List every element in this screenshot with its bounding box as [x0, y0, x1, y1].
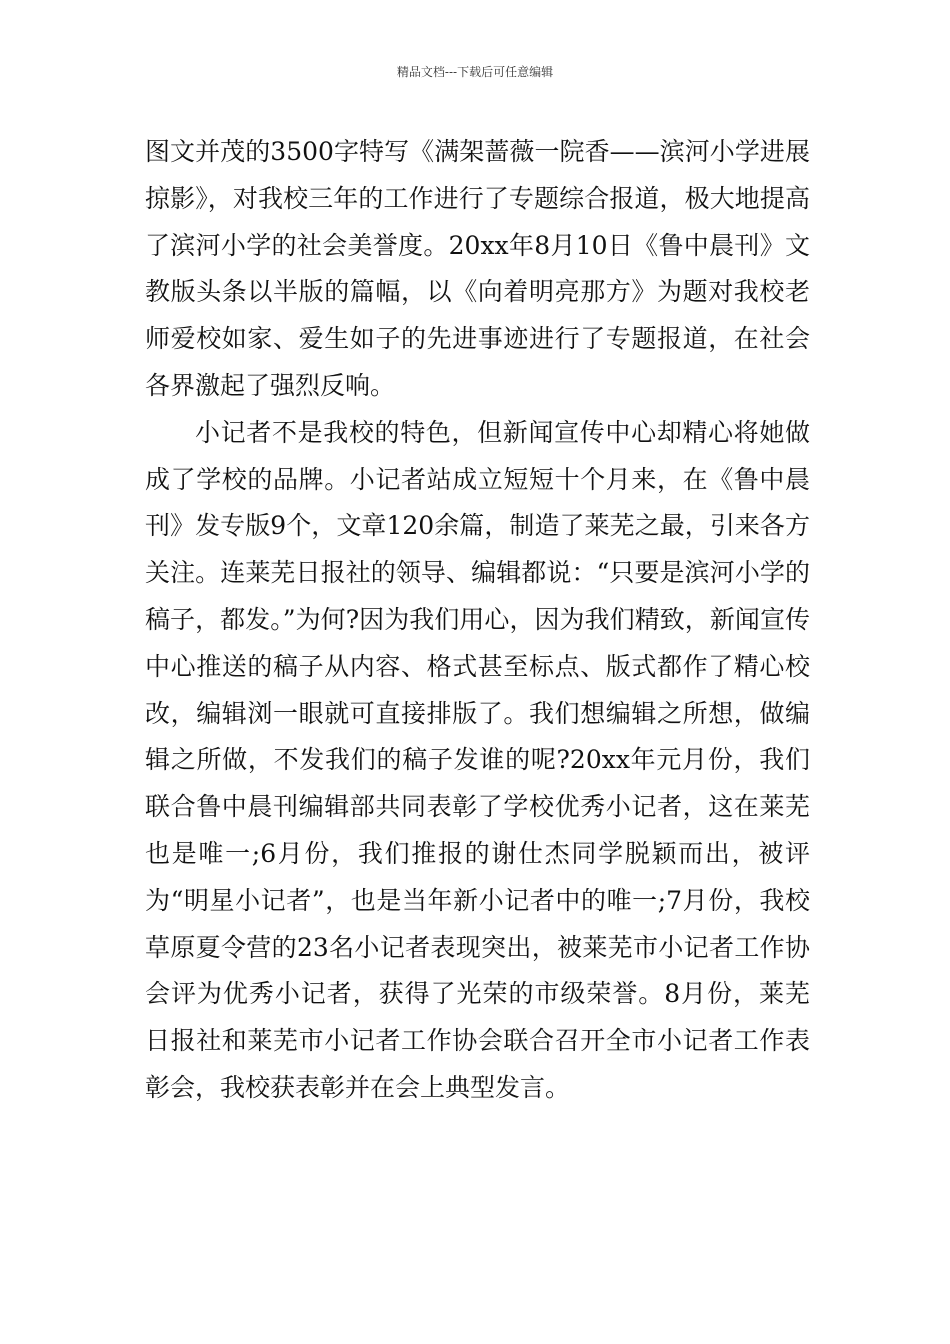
page-header: 精品文档---下载后可任意编辑	[396, 65, 554, 79]
document-body	[145, 129, 810, 1112]
paragraph-continued: 图文并茂的3500字特写《满架蔷薇一院香——滨河小学进展掠影》，对我校三年的工作进行了专题综合报道，极大地提高了滨河小学的社会美誉度。20xx年8月10日《鲁中晨刊》文教版头条以半版的篇幅，以《向着明亮那方》为题对我校老师爱校如家、爱生如子的先进事迹进行了专题报道，在社会各界激起了强烈反响。	[145, 137, 810, 400]
paragraph-reporters: 小记者不是我校的特色，但新闻宣传中心却精心将她做成了学校的品牌。小记者站成立短短十个月来，在《鲁中晨刊》发专版9个，文章120余篇，制造了莱芜之最，引来各方关注。连莱芜日报社的领导、编辑都说：“只要是滨河小学的稿子，都发。”为何?因为我们用心，因为我们精致，新闻宣传中心推送的稿子从内容、格式甚至标点、版式都作了精心校改，编辑浏一眼就可直接排版了。我们想编辑之所想，做编辑之所做，不发我们的稿子发谁的呢?20xx年元月份，我们联合鲁中晨刊编辑部共同表彰了学校优秀小记者，这在莱芜也是唯一;6月份，我们推报的谢仕杰同学脱颖而出，被评为“明星小记者”，也是当年新小记者中的唯一;7月份，我校草原夏令营的23名小记者表现突出，被莱芜市小记者工作协会评为优秀小记者，获得了光荣的市级荣誉。8月份，莱芜日报社和莱芜市小记者工作协会联合召开全市小记者工作表彰会，我校获表彰并在会上典型发言。	[145, 417, 810, 1102]
